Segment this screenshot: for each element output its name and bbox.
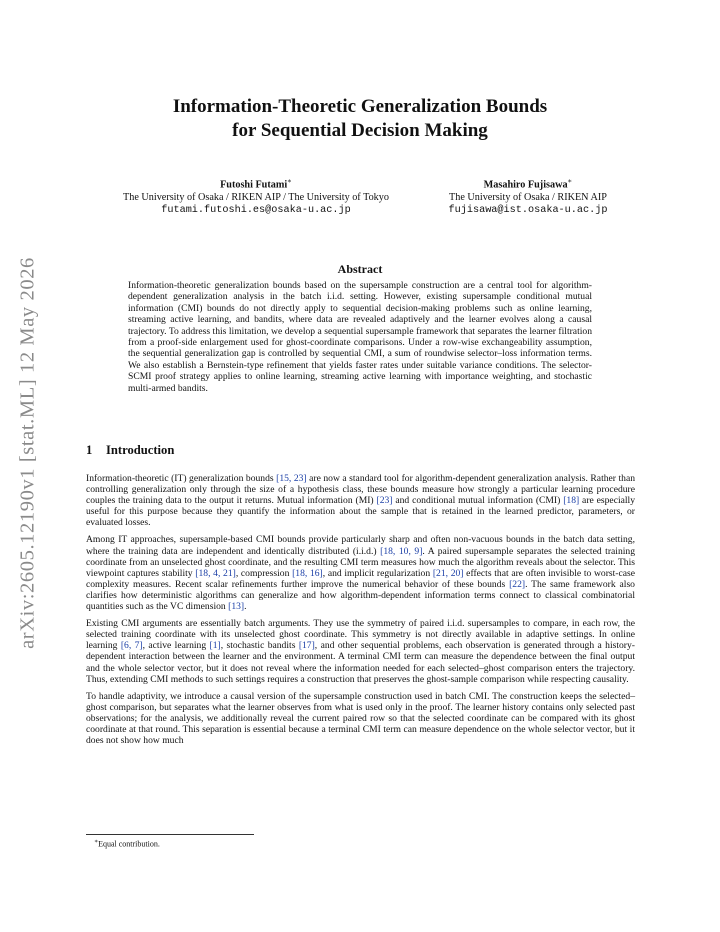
citation-link[interactable]: [15, 23] xyxy=(276,473,307,484)
author-block-2 xyxy=(428,175,628,217)
arxiv-sidebar xyxy=(4,248,52,658)
introduction-body xyxy=(86,473,635,752)
title-line-2: for Sequential Decision Making xyxy=(232,120,488,141)
citation-link[interactable]: [1] xyxy=(209,640,221,652)
paragraph-text: To handle adaptivity, we introduce a causal version of the supersample construction used in batch CMI. The construction keeps the selected–ghost comparison, but separates what the learner observes from what is used only in the proof. The learner history contains only selected past observations; for the analysis, we additionally reveal the current paired row so that the selected coordinate can be compared with its ghost coordinate at that round. This separation is essential because a terminal CMI term can measure dependence on the whole selector vector, but it does not show how much xyxy=(86,690,635,747)
author-name: Masahiro Fujisawa xyxy=(483,179,568,191)
author-email[interactable]: futami.futoshi.es@osaka-u.ac.jp xyxy=(161,205,351,217)
footnote-rule xyxy=(86,834,254,835)
citation-link[interactable]: [18, 16] xyxy=(292,567,323,579)
paragraph-text: Information-theoretic (IT) generalization bounds xyxy=(86,473,277,484)
paragraph-text: , compression xyxy=(235,567,293,579)
intro-paragraph xyxy=(86,534,635,612)
paragraph-text: effects that are often invisible to worst-case complexity measures. Recent scalar refinements further improve the numerical behavior of these bounds xyxy=(86,567,635,590)
paragraph-text: . xyxy=(244,601,247,613)
section-number: 1 xyxy=(86,443,93,457)
author-email[interactable]: fujisawa@ist.osaka-u.ac.jp xyxy=(448,205,608,217)
equal-contribution-mark: ∗ xyxy=(287,177,292,185)
paragraph-text: , and implicit regularization xyxy=(322,567,433,579)
paragraph-text: are especially useful for this purpose because they quantify the information about the sample that is retained in the learned predictor, parameters, or evaluated losses. xyxy=(86,495,635,529)
section-title: Introduction xyxy=(106,443,175,457)
citation-link[interactable]: [18, 4, 21] xyxy=(195,567,236,579)
intro-paragraph xyxy=(86,691,635,746)
footnote xyxy=(94,838,160,849)
paragraph-text: . A paired supersample separates the selected training coordinate from an unselected ghost coordinate, and the resulting CMI term measures how much the algorithm reveals about the selector. This viewpoint captures stability xyxy=(86,545,636,579)
paragraph-text: . The same framework also clarifies how deterministic algorithms can generalize and how algorithm-dependent information terms connect to classical combinatorial quantities such as the VC dimension xyxy=(86,578,635,613)
paragraph-text: , active learning xyxy=(142,640,210,652)
arxiv-identifier[interactable]: arXiv:2605.12190v1 [stat.ML] 12 May 2026 xyxy=(16,257,39,649)
paragraph-text: and conditional mutual information (CMI) xyxy=(392,495,564,507)
footnote-text: Equal contribution. xyxy=(98,839,160,849)
citation-link[interactable]: [22] xyxy=(509,578,526,590)
author-affiliation: The University of Osaka / RIKEN AIP / The University of Tokyo xyxy=(123,192,389,204)
citation-link[interactable]: [18, 10, 9] xyxy=(380,545,423,557)
author-name: Futoshi Futami xyxy=(220,179,288,191)
footnote-mark: ∗ xyxy=(94,839,99,845)
paragraph-text: are now a standard tool for algorithm-dependent generalization analysis. Rather than controlling generalization only through the size of a hypothesis class, these bounds measure how strongly a particular learning procedure couples the training data to the output it returns. Mutual information (MI) xyxy=(86,473,636,507)
intro-paragraph xyxy=(86,473,635,528)
paragraph-text: Among IT approaches, supersample-based CMI bounds provide particularly sharp and often non-vacuous bounds in the batch data setting, where the training data are independent and identically distributed (i.i.d.) xyxy=(86,534,635,557)
citation-link[interactable]: [21, 20] xyxy=(432,567,464,579)
intro-paragraph xyxy=(86,618,635,685)
citation-link[interactable]: [13] xyxy=(228,601,245,613)
abstract-heading: Abstract xyxy=(337,262,383,276)
paragraph-text: , stochastic bandits xyxy=(220,640,299,652)
section-heading xyxy=(86,443,174,458)
paragraph-text: Existing CMI arguments are essentially batch arguments. They use the symmetry of paired i.i.d. supersamples to compare, in each row, the selected training coordinate with its unselected ghost coordinate. This symmetry is not directly available in adaptive settings. In online learning xyxy=(86,618,635,652)
citation-link[interactable]: [6, 7] xyxy=(120,640,143,652)
citation-link[interactable]: [17] xyxy=(298,640,315,652)
paragraph-text: , and other sequential problems, each observation is generated through a history-dependent interaction between the learner and the environment. A terminal CMI term can measure the dependence between the final output and the whole selector vector, but it does not reveal where the information needed for each selected–ghost comparison enters the trajectory. Thus, extending CMI methods to such settings requires a construction that preserves the ghost-sample comparison while respecting causality. xyxy=(86,640,635,685)
equal-contribution-mark: ∗ xyxy=(567,177,573,185)
author-affiliation: The University of Osaka / RIKEN AIP xyxy=(449,192,607,204)
citation-link[interactable]: [18] xyxy=(563,495,580,507)
author-block-1 xyxy=(96,175,416,217)
abstract-text: Information-theoretic generalization bounds based on the supersample construction are a central tool for algorithm-dependent generalization analysis in the batch i.i.d. setting. However, existing supersample conditional mutual information (CMI) bounds do not directly apply to sequential decision-making problems such as online learning, streaming active learning, and bandits, where data are revealed adaptively and the learner evolves along a causal trajectory. To address this limitation, we develop a sequential supersample framework that separates the learner filtration from a proof-side enlargement used for ghost-coordinate comparisons. Under a row-wise exchangeability assumption, the sequential generalization gap is controlled by sequential CMI, a sum of roundwise selector–loss information terms. We also establish a Bernstein-type refinement that yields faster rates under suitable variance conditions. The selector-SCMI proof strategy applies to online learning, streaming active learning with importance weighting, and stochastic multi-armed bandits. xyxy=(128,280,592,394)
title-line-1: Information-Theoretic Generalization Bounds xyxy=(172,96,548,117)
citation-link[interactable]: [23] xyxy=(376,495,393,507)
paper-title xyxy=(80,95,640,143)
